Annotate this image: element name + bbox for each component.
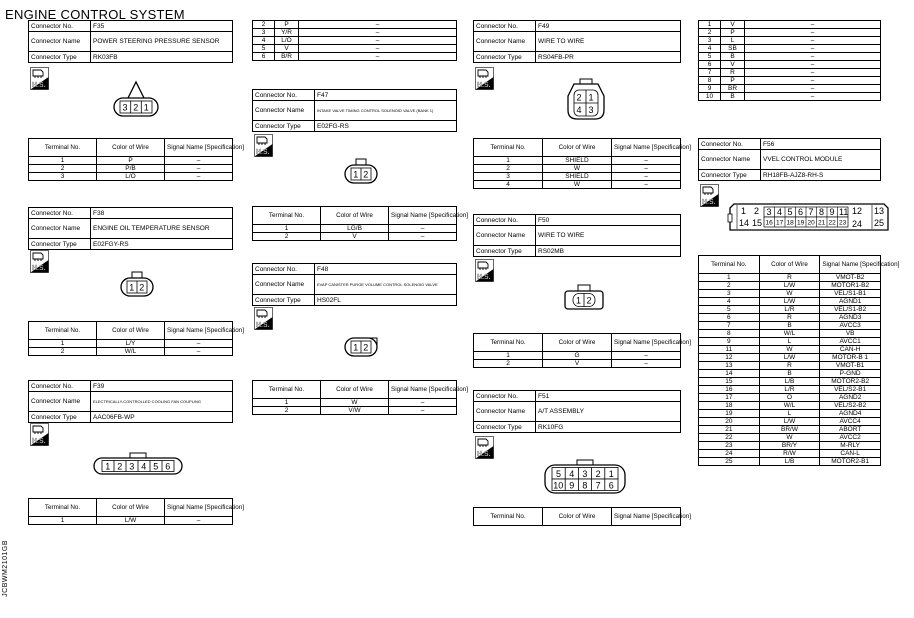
pin-label: 21	[818, 219, 826, 227]
pin-label: 23	[839, 219, 847, 227]
harness-side-icon	[254, 134, 273, 157]
pin-label: 1	[129, 282, 135, 293]
connector-f38-info: Connector No. F38 Connector Name ENGINE OIL TEMPERATURE SENSOR Connector Type E02FGY-RS	[28, 207, 233, 250]
pin-label: 2	[576, 92, 582, 103]
connector-f35-info: Connector No. F35 Connector Name POWER STEERING PRESSURE SENSOR Connector Type RK03FB	[28, 20, 233, 63]
table-row: 18 W/L VEL/S2-B2	[699, 402, 881, 410]
pin-label: 22	[828, 219, 836, 227]
table-row: 2 V –	[253, 233, 457, 241]
table-row: 1 R VMOT-B2	[699, 274, 881, 282]
connector-f51-terminals-header: Terminal No. Color of Wire Signal Name [Specification]	[473, 507, 681, 526]
table-row: 19 L AGND4	[699, 410, 881, 418]
pin-label: 4	[569, 469, 575, 479]
table-row: 7 R –	[699, 69, 881, 77]
connector-f38-face	[119, 270, 155, 300]
pin-label: 12	[852, 206, 863, 216]
pin-label: 2	[363, 169, 369, 180]
pin-label: 6	[798, 207, 804, 217]
pin-label: 5	[153, 461, 159, 472]
pin-label: 3	[129, 461, 135, 472]
connector-f48-terminals: Terminal No. Color of Wire Signal Name [Specification] 1 W – 2 V/W –	[252, 380, 457, 415]
pin-label: 5	[787, 207, 793, 217]
table-row: 2 L/W MOTOR1-B2	[699, 282, 881, 290]
pin-label: 1	[143, 102, 149, 113]
table-row: 4 L/O –	[253, 37, 457, 45]
pin-label: 11	[839, 207, 849, 217]
connector-f56-info: Connector No. F56 Connector Name VVEL CONTROL MODULE Connector Type RH18FB-AJZ8-RH-S	[698, 138, 881, 181]
svg-text:H.S.: H.S.	[477, 274, 491, 281]
table-row: 3 SHIELD –	[474, 173, 681, 181]
table-row: 3 Y/R –	[253, 29, 457, 37]
table-row: 24 R/W CAN-L	[699, 450, 881, 458]
connector-name-value: POWER STEERING PRESSURE SENSOR	[91, 32, 233, 52]
connector-f39-terminals: Terminal No. Color of Wire Signal Name [Specification] 1 L/W –	[28, 498, 233, 525]
pin-label: 2	[133, 102, 139, 113]
pin-label: 3	[588, 105, 594, 115]
table-row: 1 W –	[253, 399, 457, 407]
connector-f47-info: Connector No. F47 Connector Name INTAKE VALVE TIMING CONTROL SOLENOID VALVE (BANK 1) Connector Type E02FG-RS	[252, 89, 457, 132]
table-row: 4 W –	[474, 181, 681, 189]
pin-label: 14	[739, 218, 750, 228]
table-row: 2 V/W –	[253, 407, 457, 415]
svg-text:H.S.: H.S.	[32, 265, 46, 272]
connector-f39-face	[92, 452, 184, 476]
pin-label: 10	[553, 480, 564, 491]
table-row: 2 W –	[474, 165, 681, 173]
table-row: 1 LG/B –	[253, 225, 457, 233]
table-row: 6 R AGND3	[699, 314, 881, 322]
pin-label: 1	[608, 469, 614, 479]
pin-label: 25	[874, 218, 885, 228]
harness-side-icon	[30, 67, 49, 90]
pin-label: 1	[576, 295, 582, 306]
harness-side-icon	[475, 436, 494, 459]
pin-label: 15	[752, 218, 763, 228]
pin-label: 7	[808, 207, 814, 217]
table-row: 3 W VEL/S1-B1	[699, 290, 881, 298]
table-row: 2 W/L –	[29, 348, 233, 356]
pin-label: 19	[797, 219, 805, 227]
table-row: 10 B –	[699, 93, 881, 101]
pin-label: 18	[786, 219, 794, 227]
page-title: ENGINE CONTROL SYSTEM	[5, 7, 185, 22]
table-row: 8 P –	[699, 77, 881, 85]
pin-label: 24	[852, 219, 863, 229]
connector-f48-info: Connector No. F48 Connector Name EVAP CANISTER PURGE VOLUME CONTROL SOLENOID VALVE Connector Type HS02FL	[252, 263, 457, 306]
connector-f47-terminals: Terminal No. Color of Wire Signal Name [Specification] 1 LG/B – 2 V –	[252, 206, 457, 241]
table-row: 4 SB –	[699, 45, 881, 53]
pin-label: 1	[105, 461, 111, 472]
svg-text:H.S.: H.S.	[477, 451, 491, 458]
connector-f39-terminals-continued	[252, 20, 457, 61]
pin-label: 5	[556, 469, 562, 479]
table-row: 1 V –	[699, 21, 881, 29]
connector-type-value: RK03FB	[91, 52, 233, 63]
pin-label: 1	[353, 342, 359, 353]
pin-label: 4	[141, 461, 147, 472]
pin-label: 7	[595, 480, 601, 491]
table-row: 15 L/B MOTOR2-B2	[699, 378, 881, 386]
table-row: 13 R VMOT-B1	[699, 362, 881, 370]
pin-label: 2	[586, 295, 592, 306]
harness-side-icon	[30, 423, 49, 446]
table-row: 4 L/W AGND1	[699, 298, 881, 306]
svg-text:H.S.: H.S.	[32, 82, 46, 89]
table-row: 1 L/W –	[29, 517, 233, 525]
connector-f35-terminals: Terminal No. Color of Wire Signal Name [Specification] 1 P – 2 P/B – 3 L/O –	[28, 138, 233, 181]
table-row: 6 B/R –	[253, 53, 457, 61]
pin-label: 1	[353, 169, 359, 180]
pin-label: 1	[741, 206, 747, 216]
table-row: 1 P –	[29, 157, 233, 165]
connector-f56-terminals: Terminal No. Color of Wire Signal Name [Specification] 1 R VMOT-B2 2 L/W MOTOR1-B2 3 W VEL/S1-B1 4 L/W AGND1 5 L/R VEL/S1-B2 6 R AGND3 7 B AVCC3 8 W/L VB 9 L AVCC1 11 W CAN-H 12 L/W MOTOR-B 1 13 R VMOT-B1 14 B P-GND 15 L/B MOTOR2-B2 16 L/R VEL/S2-B1 17 O AGND2 18 W/L VEL/S2-B2 19 L AGND4 20 L/W AVCC4 21 BR/W ABORT 22 W AVCC2 23 BR/Y M-RLY 24 R/W CAN-L 25 L/B MOTOR2-B1	[698, 255, 881, 466]
table-row: 1 SHIELD –	[474, 157, 681, 165]
connector-no-value: F35	[91, 21, 233, 32]
pin-label: 20	[807, 219, 815, 227]
table-row: 9 L AVCC1	[699, 338, 881, 346]
table-row: 6 V –	[699, 61, 881, 69]
connector-f50-info: Connector No. F50 Connector Name WIRE TO WIRE Connector Type RS02MB	[473, 214, 681, 257]
pin-label: 9	[829, 207, 835, 217]
table-row: 3 L/O –	[29, 173, 233, 181]
connector-f35-face	[108, 78, 164, 120]
connector-f38-terminals: Terminal No. Color of Wire Signal Name [Specification] 1 L/Y – 2 W/L –	[28, 321, 233, 356]
table-row: 25 L/B MOTOR2-B1	[699, 458, 881, 466]
document-code: JCBWM2101GB	[2, 540, 9, 597]
harness-side-icon	[475, 67, 494, 90]
connector-f49-info: Connector No. F49 Connector Name WIRE TO WIRE Connector Type RS04FB-PR	[473, 20, 681, 63]
table-row: 2 P/B –	[29, 165, 233, 173]
connector-f56-face	[728, 200, 890, 234]
pin-label: 2	[754, 206, 760, 216]
table-row: 2 V –	[474, 360, 681, 368]
harness-side-icon	[254, 307, 273, 330]
svg-text:H.S.: H.S.	[702, 199, 716, 206]
connector-f49-face	[566, 76, 606, 122]
pin-label: 2	[363, 342, 369, 353]
connector-f51-face	[543, 459, 627, 495]
pin-label: 8	[819, 207, 825, 217]
table-row: 9 BR –	[699, 85, 881, 93]
pin-label: 2	[595, 469, 601, 479]
harness-side-icon	[30, 250, 49, 273]
table-row: 16 L/R VEL/S2-B1	[699, 386, 881, 394]
table-row: 3 L –	[699, 37, 881, 45]
connector-f39-info: Connector No. F39 Connector Name ELECTRICALLY-CONTROLLED COOLING FAN COUPLING Connector Type AAC06FB-WP	[28, 380, 233, 423]
table-row: 23 BR/Y M-RLY	[699, 442, 881, 450]
table-row: 22 W AVCC2	[699, 434, 881, 442]
table-row: 1 G –	[474, 352, 681, 360]
table-row: 20 L/W AVCC4	[699, 418, 881, 426]
connector-f48-face	[343, 332, 379, 362]
pin-label: 17	[776, 219, 784, 227]
pin-label: 3	[766, 207, 772, 217]
pin-label: 8	[582, 480, 588, 491]
table-row: 8 W/L VB	[699, 330, 881, 338]
pin-label: 2	[117, 461, 123, 472]
table-row: 12 L/W MOTOR-B 1	[699, 354, 881, 362]
pin-label: 2	[139, 282, 145, 293]
pin-label: 13	[874, 206, 885, 216]
harness-side-icon	[475, 259, 494, 282]
connector-f51-terminals-continued	[698, 20, 881, 101]
pin-label: 3	[122, 102, 128, 113]
table-row: 21 BR/W ABORT	[699, 426, 881, 434]
table-row: 5 V –	[253, 45, 457, 53]
table-row: 7 B AVCC3	[699, 322, 881, 330]
pin-label: 4	[576, 105, 582, 115]
pin-label: 9	[569, 480, 575, 491]
table-row: 2 P –	[699, 29, 881, 37]
connector-f50-terminals: Terminal No. Color of Wire Signal Name [Specification] 1 G – 2 V –	[473, 333, 681, 368]
pin-label: 3	[582, 469, 588, 479]
svg-text:H.S.: H.S.	[256, 322, 270, 329]
svg-text:H.S.: H.S.	[477, 82, 491, 89]
connector-f50-face	[563, 283, 605, 311]
table-row: 1 L/Y –	[29, 340, 233, 348]
svg-text:H.S.: H.S.	[256, 149, 270, 156]
svg-text:H.S.: H.S.	[32, 438, 46, 445]
table-row: 2 P –	[253, 21, 457, 29]
harness-side-icon	[700, 184, 719, 207]
pin-label: 16	[765, 219, 773, 227]
pin-label: 6	[165, 461, 171, 472]
connector-f49-terminals: Terminal No. Color of Wire Signal Name [Specification] 1 SHIELD – 2 W – 3 SHIELD – 4 W –	[473, 138, 681, 189]
table-row: 14 B P-GND	[699, 370, 881, 378]
table-row: 17 O AGND2	[699, 394, 881, 402]
pin-label: 1	[588, 92, 594, 103]
connector-f47-face	[343, 157, 379, 187]
table-row: 5 B –	[699, 53, 881, 61]
pin-label: 4	[777, 207, 783, 217]
table-row: 5 L/R VEL/S1-B2	[699, 306, 881, 314]
table-row: 11 W CAN-H	[699, 346, 881, 354]
connector-f51-info: Connector No. F51 Connector Name A/T ASSEMBLY Connector Type RK10FG	[473, 390, 681, 433]
pin-label: 6	[608, 480, 614, 491]
